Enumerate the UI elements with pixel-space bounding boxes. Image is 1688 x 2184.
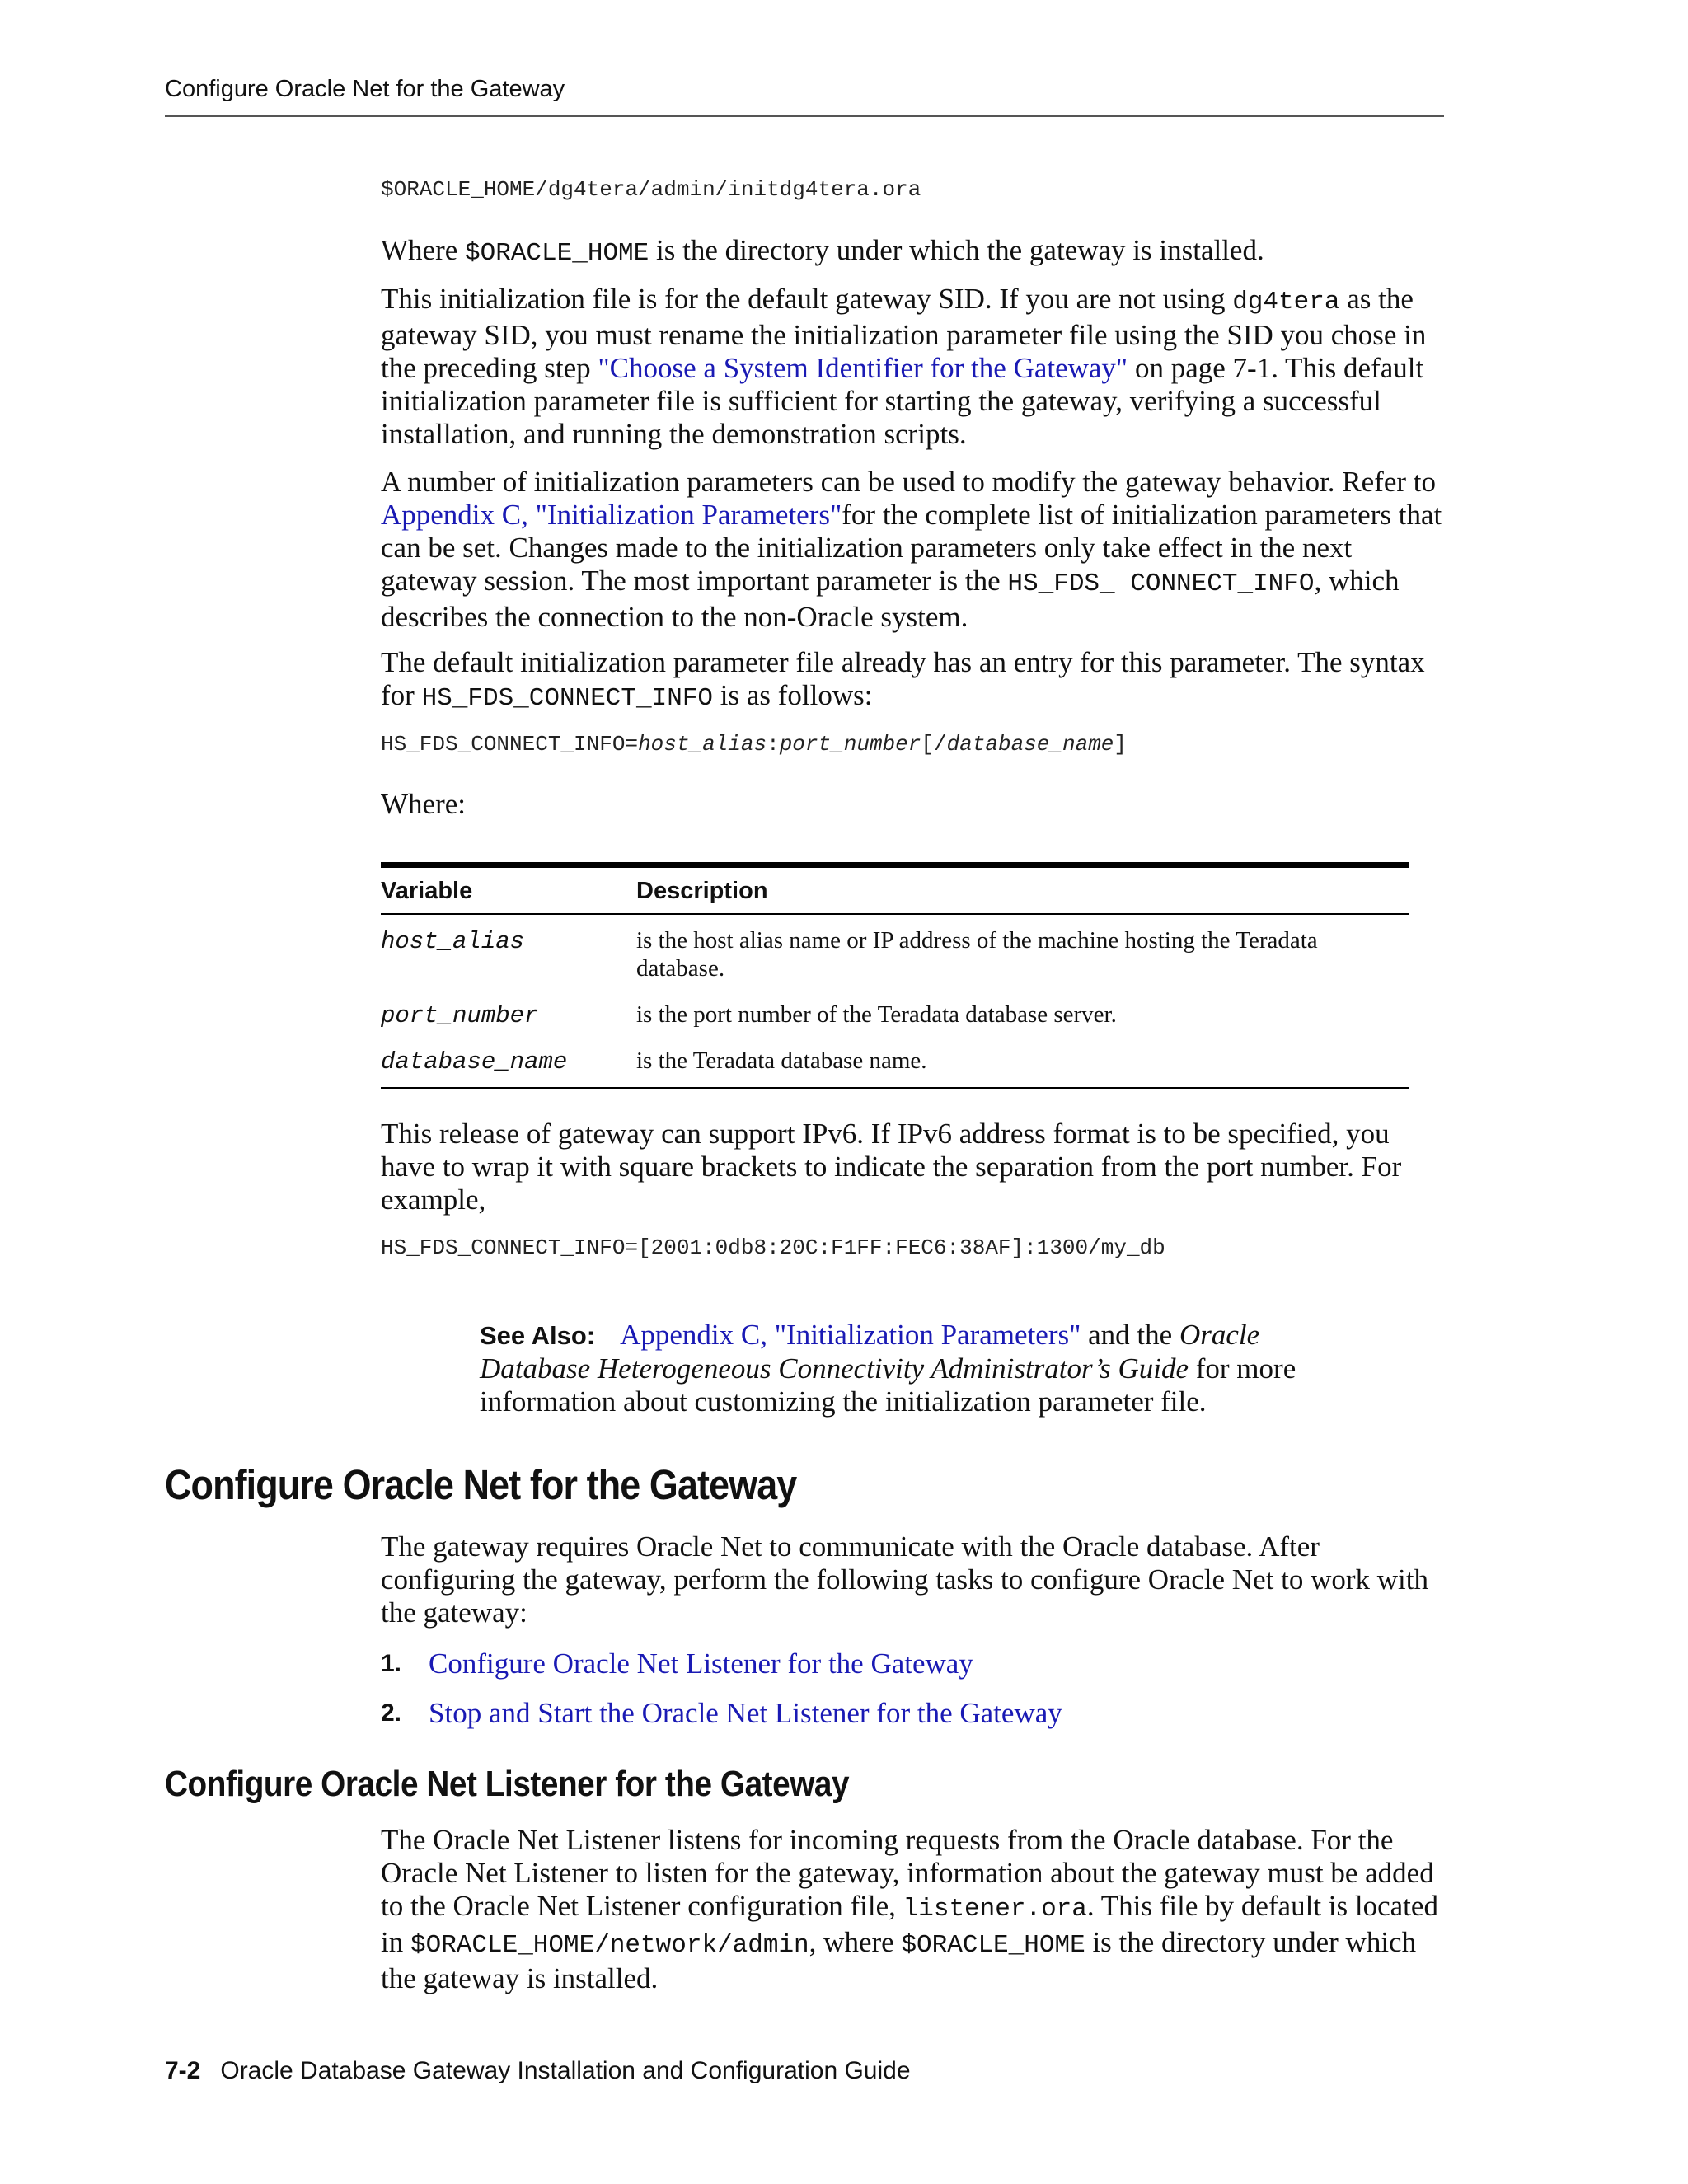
table-row bbox=[381, 1037, 1409, 1088]
table-cell-variable: port_number bbox=[381, 1002, 539, 1029]
table-cell-variable: database_name bbox=[381, 1037, 636, 1088]
stop-start-listener-link[interactable]: Stop and Start the Oracle Net Listener for the Gateway bbox=[429, 1697, 1062, 1729]
table-cell-variable: host_alias bbox=[381, 928, 525, 955]
where-paragraph: Where $ORACLE_HOME is the directory under which the gateway is installed. bbox=[381, 234, 1264, 268]
listener-paragraph: The Oracle Net Listener listens for incoming requests from the Oracle database. For the Oracle Net Listener to listen for the gateway, information about the gateway must be added to the Oracle Net Listener configuration file, listener.ora. This file by default is located in $ORACLE_HOME/network/admin, where $ORACLE_HOME is the directory under which the gateway is installed. bbox=[381, 1824, 1438, 1994]
header-rule bbox=[165, 115, 1444, 117]
list-item bbox=[381, 1697, 1444, 1730]
table-cell-description: is the host alias name or IP address of the machine hosting the Teradata database. bbox=[636, 927, 1318, 982]
inline-code: HS_FDS_CONNECT_INFO bbox=[421, 684, 714, 713]
init-file-paragraph: This initialization file is for the default gateway SID. If you are not using dg4tera as the gateway SID, you must rename the initialization parameter file using the SID you chose in the preceding step "Choose a System Identifier for the Gateway" on page 7-1. This default initialization parameter file is sufficient for starting the gateway, verifying a successful installation, and running the demonstration scripts. bbox=[381, 283, 1427, 450]
table-cell-description: is the port number of the Teradata database server. bbox=[636, 1001, 1117, 1028]
inline-code: $ORACLE_HOME bbox=[901, 1931, 1085, 1960]
inline-code: dg4tera bbox=[1232, 288, 1340, 316]
table-row bbox=[381, 914, 1409, 991]
table-header-variable: Variable bbox=[381, 865, 636, 915]
syntax-code: HS_FDS_CONNECT_INFO=host_alias:port_number[/database_name] bbox=[381, 732, 1128, 757]
ipv6-example-code: HS_FDS_CONNECT_INFO=[2001:0db8:20C:F1FF:FEC6:38AF]:1300/my_db bbox=[381, 1235, 1165, 1260]
section-intro-paragraph: The gateway requires Oracle Net to communicate with the Oracle database. After configuring the gateway, perform the following tasks to configure Oracle Net to work with the gateway: bbox=[381, 1530, 1428, 1629]
see-also-note: See Also: Appendix C, "Initialization Parameters" and the Oracle Database Heterogeneous Connectivity Administrator’s Guide for more information about customizing the initialization parameter file. bbox=[480, 1319, 1296, 1418]
table-cell-description: is the Teradata database name. bbox=[636, 1037, 1409, 1088]
page-number: 7-2 bbox=[165, 2057, 201, 2084]
table-header-description: Description bbox=[636, 865, 1409, 915]
init-params-paragraph: A number of initialization parameters can be used to modify the gateway behavior. Refer to Appendix C, "Initialization Parameters"for the complete list of initialization parameters that can be set. Changes made to the initialization parameters only take effect in the next gateway session. The most important parameter is the HS_FDS_ CONNECT_INFO, which describes the connection to the non-Oracle system. bbox=[381, 466, 1442, 633]
book-title: Oracle Database Gateway Installation and Configuration Guide bbox=[220, 2057, 911, 2084]
default-file-paragraph: The default initialization parameter file already has an entry for this parameter. The syntax for HS_FDS_CONNECT_INFO is as follows: bbox=[381, 646, 1425, 713]
inline-code: HS_FDS_ CONNECT_INFO bbox=[1007, 569, 1315, 598]
appendix-c-link[interactable]: Appendix C, "Initialization Parameters" bbox=[381, 499, 842, 531]
table-row bbox=[381, 991, 1409, 1037]
step-number: 2. bbox=[381, 1699, 402, 1727]
inline-code: listener.ora bbox=[903, 1895, 1087, 1924]
step-number: 1. bbox=[381, 1650, 402, 1677]
choose-sid-link[interactable]: "Choose a System Identifier for the Gateway" bbox=[598, 352, 1128, 384]
ipv6-paragraph: This release of gateway can support IPv6. If IPv6 address format is to be specified, you have to wrap it with square brackets to indicate the separation from the port number. For example, bbox=[381, 1118, 1402, 1216]
configure-listener-link[interactable]: Configure Oracle Net Listener for the Gateway bbox=[429, 1647, 973, 1680]
where-label: Where: bbox=[381, 788, 466, 820]
list-item bbox=[381, 1647, 1444, 1680]
section-heading: Configure Oracle Net for the Gateway bbox=[165, 1461, 797, 1508]
variable-table bbox=[381, 862, 1409, 1089]
page-footer bbox=[165, 2057, 911, 2085]
task-list bbox=[381, 1647, 1444, 1746]
init-file-path: $ORACLE_HOME/dg4tera/admin/initdg4tera.ora bbox=[381, 177, 921, 202]
subsection-heading: Configure Oracle Net Listener for the Gateway bbox=[165, 1764, 850, 1804]
running-header: Configure Oracle Net for the Gateway bbox=[165, 76, 565, 102]
inline-code: $ORACLE_HOME/network/admin bbox=[410, 1931, 809, 1960]
see-also-appendix-link[interactable]: Appendix C, "Initialization Parameters" bbox=[620, 1319, 1081, 1351]
inline-code: $ORACLE_HOME bbox=[465, 239, 649, 268]
see-also-label: See Also: bbox=[480, 1321, 596, 1350]
